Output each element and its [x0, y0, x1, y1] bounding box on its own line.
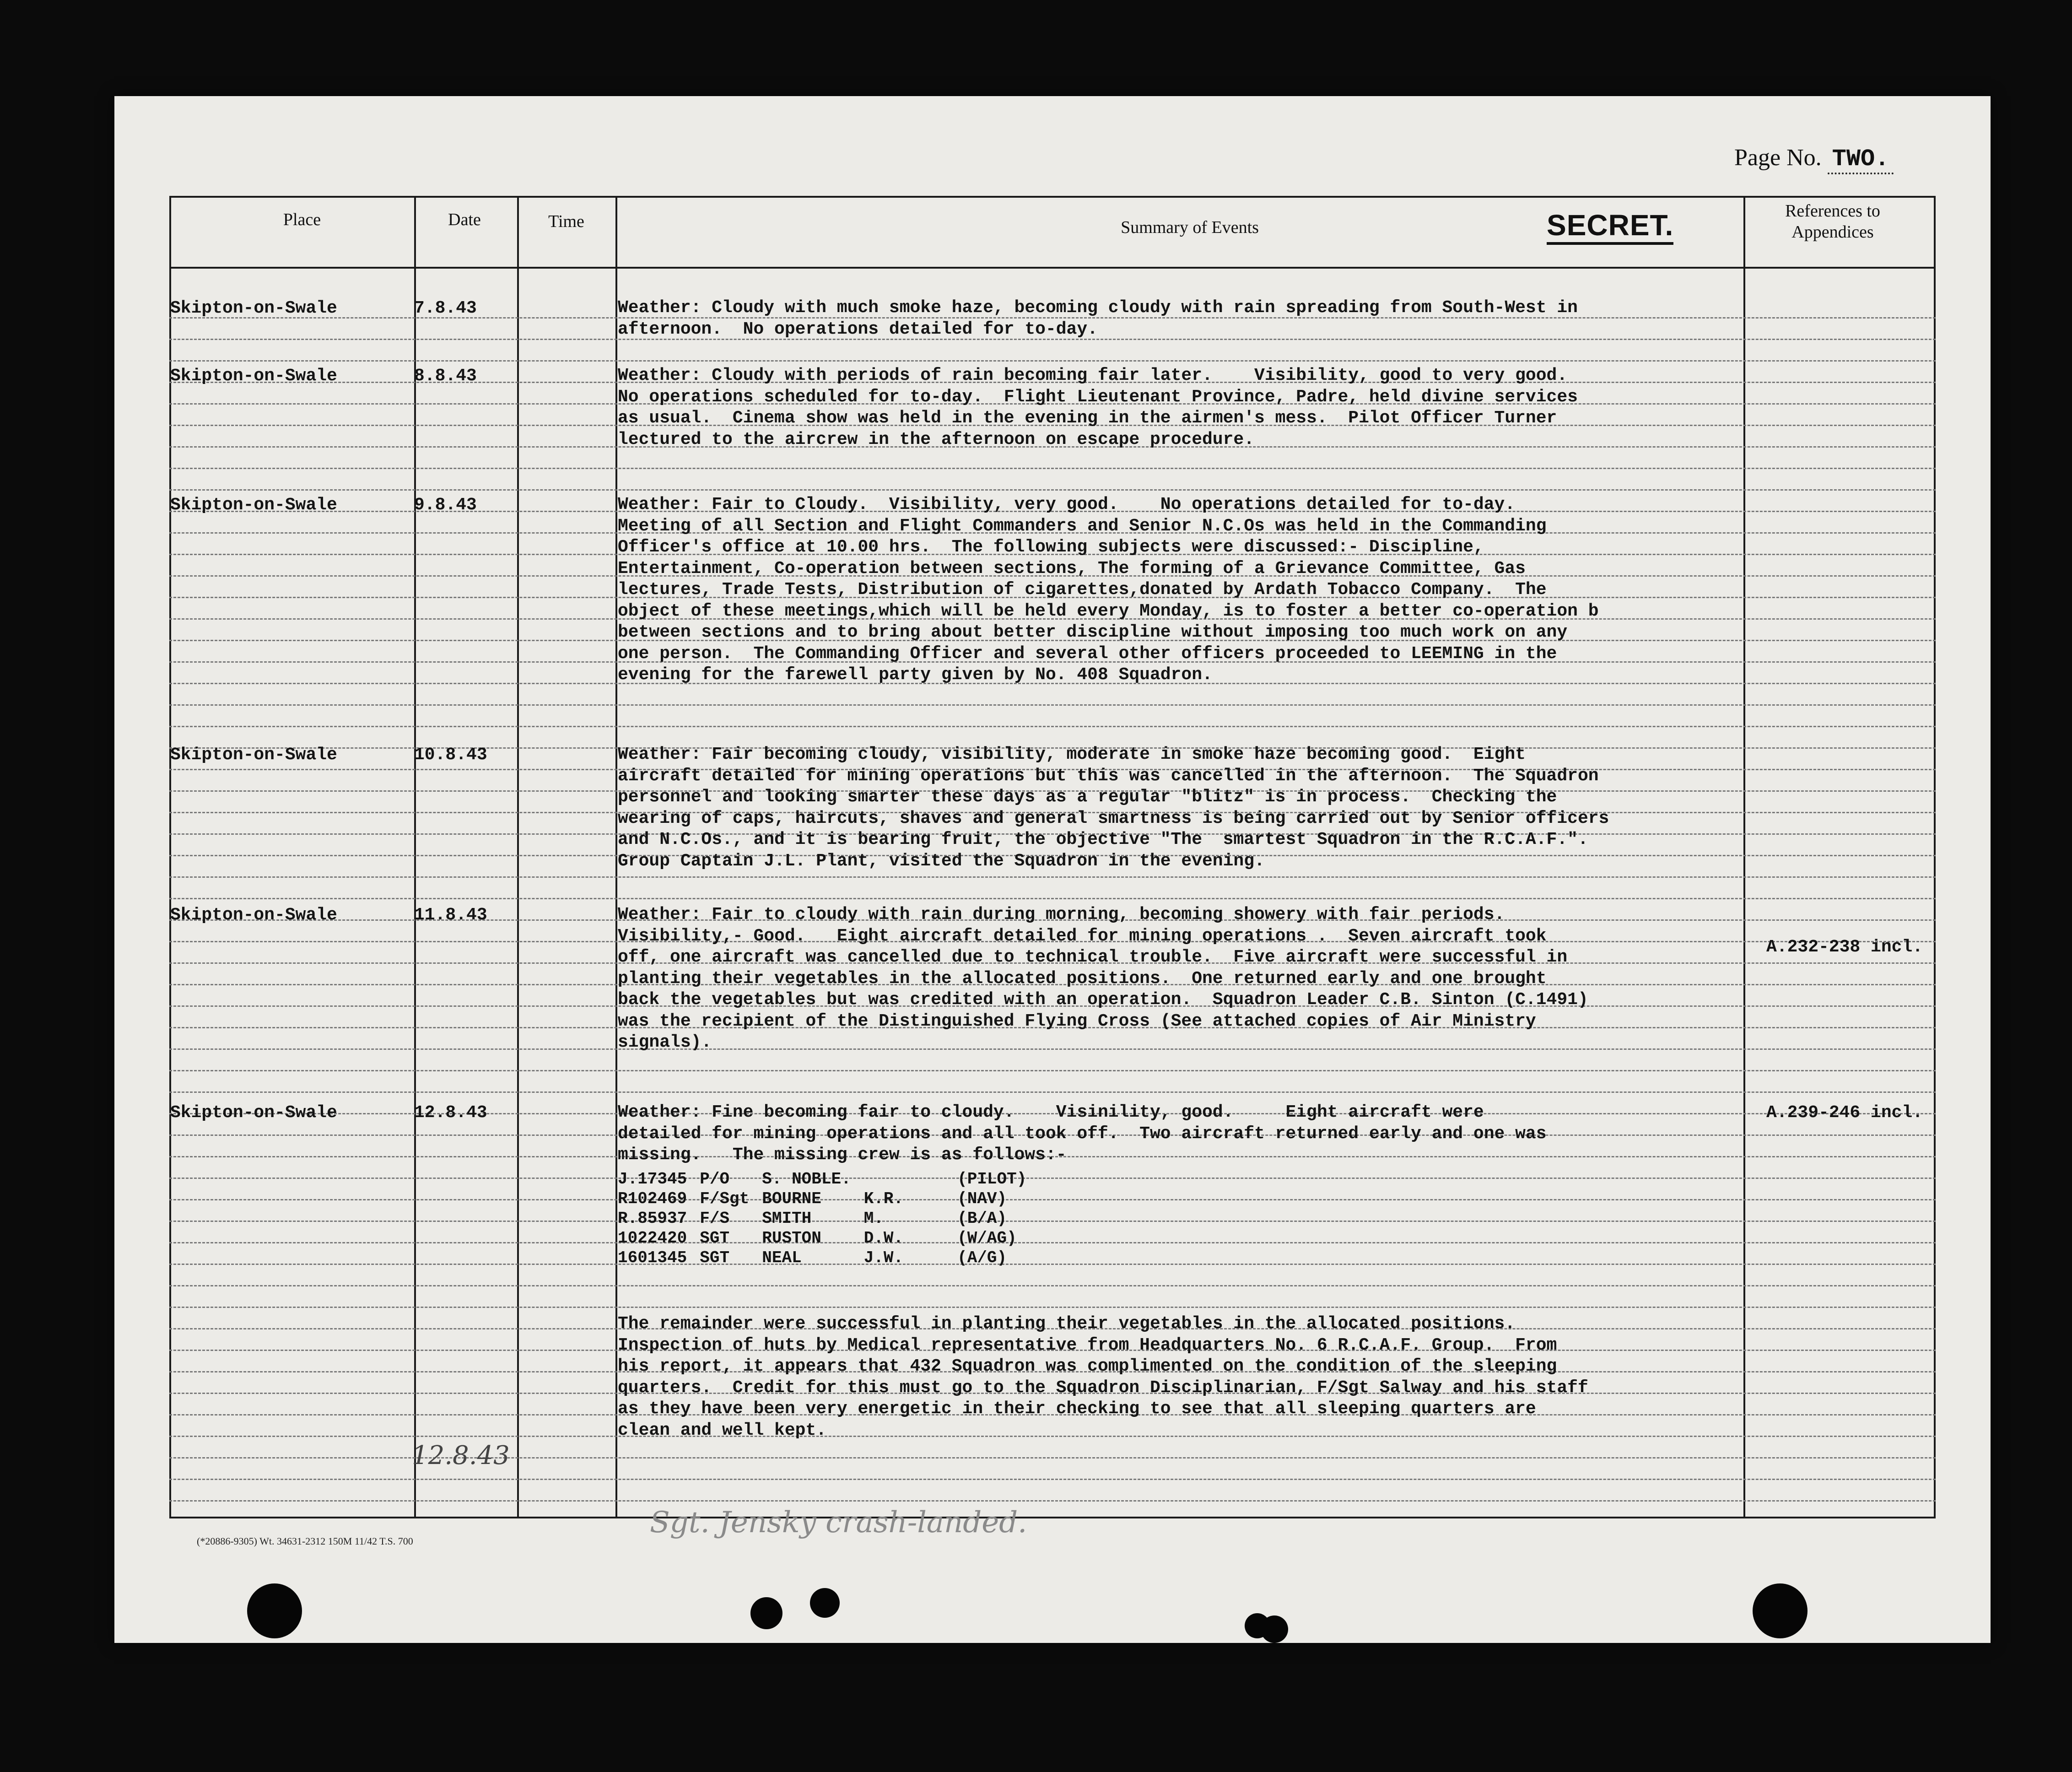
- crew-row: 1022420 SGT RUSTON D.W. (W/AG): [618, 1229, 1017, 1248]
- page-number: [1734, 144, 1894, 173]
- place-cell: Skipton-on-Swale: [170, 298, 337, 318]
- event-summary-continued: The remainder were successful in planting their vegetables in the allocated positions. Inspection of huts by Medical representative from Headquarters No. 6 R.C.A.F. Group. From his report, it appears that 432 Squadron was complimented on the condition of the sleeping quarters. Credit for this must go to the Squadron Disciplinarian, F/Sgt Salway and his staff as they have been very energetic in their checking to see that all sleeping quarters are clean and well kept.: [618, 1314, 1588, 1440]
- event-summary: Weather: Cloudy with periods of rain becoming fair later. Visibility, good to very good. No operations scheduled for to-day. Flight Lieutenant Province, Padre, held divine services as usual. Cinema show was held in the evening in the airmen's mess. Pilot Officer Turner lectured to the aircrew in the afternoon on escape procedure.: [618, 366, 1578, 449]
- event-summary: Weather: Fair to cloudy with rain during morning, becoming showery with fair periods. Visibility,- Good. Eight aircraft detailed for mining operations . Seven aircraft took off, one aircraft was cancelled due to technical trouble. Five aircraft were successful in planting their vegetables in the allocated positions. One returned early and one brought back the vegetables but was credited with an operation. Squadron Leader C.B. Sinton (C.1491) was the recipient of the Distinguished Flying Cross (See attached copies of Air Ministry signals).: [618, 905, 1588, 1052]
- date-cell: 8.8.43: [414, 366, 477, 386]
- event-summary: Weather: Fine becoming fair to cloudy. Visinility, good. Eight aircraft were detailed for mining operations and all took off. Two aircraft returned early and one was missing. The missing crew is as follows:-: [618, 1102, 1547, 1165]
- crew-row: J.17345 P/O S. NOBLE. (PILOT): [618, 1170, 1027, 1189]
- date-cell: 11.8.43: [414, 905, 487, 925]
- reference-cell: A.239-246 incl.: [1766, 1103, 1923, 1123]
- place-cell: Skipton-on-Swale: [170, 1103, 337, 1123]
- header-date: Date: [448, 210, 481, 229]
- header-time: Time: [548, 212, 584, 231]
- punch-hole: [1261, 1615, 1288, 1643]
- crew-row: 1601345 SGT NEAL J.W. (A/G): [618, 1248, 1007, 1267]
- event-summary: Weather: Fair becoming cloudy, visibility, moderate in smoke haze becoming good. Eight aircraft detailed for mining operations but this was cancelled in the afternoon. The Squadron personnel and looking smarter these days as a regular "blitz" is in process. Checking the wearing of caps, haircuts, shaves and general smartness is being carried out by Senior officers and N.C.Os., and it is bearing fruit, the objective "The smartest Squadron in the R.C.A.F.". Group Captain J.L. Plant, visited the Squadron in the evening.: [618, 745, 1609, 871]
- date-cell: 12.8.43: [414, 1103, 487, 1123]
- page-number-value: TWO.: [1828, 146, 1894, 174]
- crew-row: R.85937 F/S SMITH M. (B/A): [618, 1209, 1007, 1228]
- punch-hole: [1753, 1583, 1808, 1638]
- place-cell: Skipton-on-Swale: [170, 905, 337, 925]
- header-place: Place: [283, 210, 321, 229]
- event-summary: Weather: Cloudy with much smoke haze, becoming cloudy with rain spreading from South-West in afternoon. No operations detailed for to-day.: [618, 298, 1578, 339]
- reference-cell: A.232-238 incl.: [1766, 937, 1923, 957]
- form-footer: (*20886-9305) Wt. 34631-2312 150M 11/42 T.S. 700: [197, 1535, 413, 1547]
- header-references: References to Appendices: [1785, 201, 1880, 242]
- page-number-label: Page No.: [1734, 145, 1822, 171]
- secret-stamp: SECRET.: [1547, 208, 1673, 245]
- punch-hole: [750, 1597, 782, 1629]
- missing-crew-table: [618, 1169, 1039, 1268]
- handwritten-date: 12.8.43: [412, 1441, 510, 1470]
- date-cell: 7.8.43: [414, 298, 477, 318]
- punch-hole: [247, 1583, 302, 1638]
- punch-hole: [810, 1588, 840, 1618]
- place-cell: Skipton-on-Swale: [170, 366, 337, 386]
- place-cell: Skipton-on-Swale: [170, 495, 337, 515]
- header-summary: Summary of Events: [1121, 218, 1259, 237]
- place-cell: Skipton-on-Swale: [170, 745, 337, 765]
- crew-row: R102469 F/Sgt BOURNE K.R. (NAV): [618, 1189, 1007, 1208]
- handwritten-note: Sgt. Jensky crash-landed.: [650, 1506, 1027, 1540]
- event-summary: Weather: Fair to Cloudy. Visibility, very good. No operations detailed for to-day. Meeting of all Section and Flight Commanders and Senior N.C.Os was held in the Commanding Officer's office at 10.00 hrs. The following subjects were discussed:- Discipline, Entertainment, Co-operation between sections, The forming of a Grievance Committee, Gas lectures, Trade Tests, Distribution of cigarettes,donated by Ardath Tobacco Company. The object of these meetings,which will be held every Monday, is to foster a better co-operation b between sections and to bring about better discipline without imposing too much work on any one person. The Commanding Officer and several other officers proceeded to LEEMING in the evening for the farewell party given by No. 408 Squadron.: [618, 495, 1599, 685]
- date-cell: 10.8.43: [414, 745, 487, 765]
- date-cell: 9.8.43: [414, 495, 477, 515]
